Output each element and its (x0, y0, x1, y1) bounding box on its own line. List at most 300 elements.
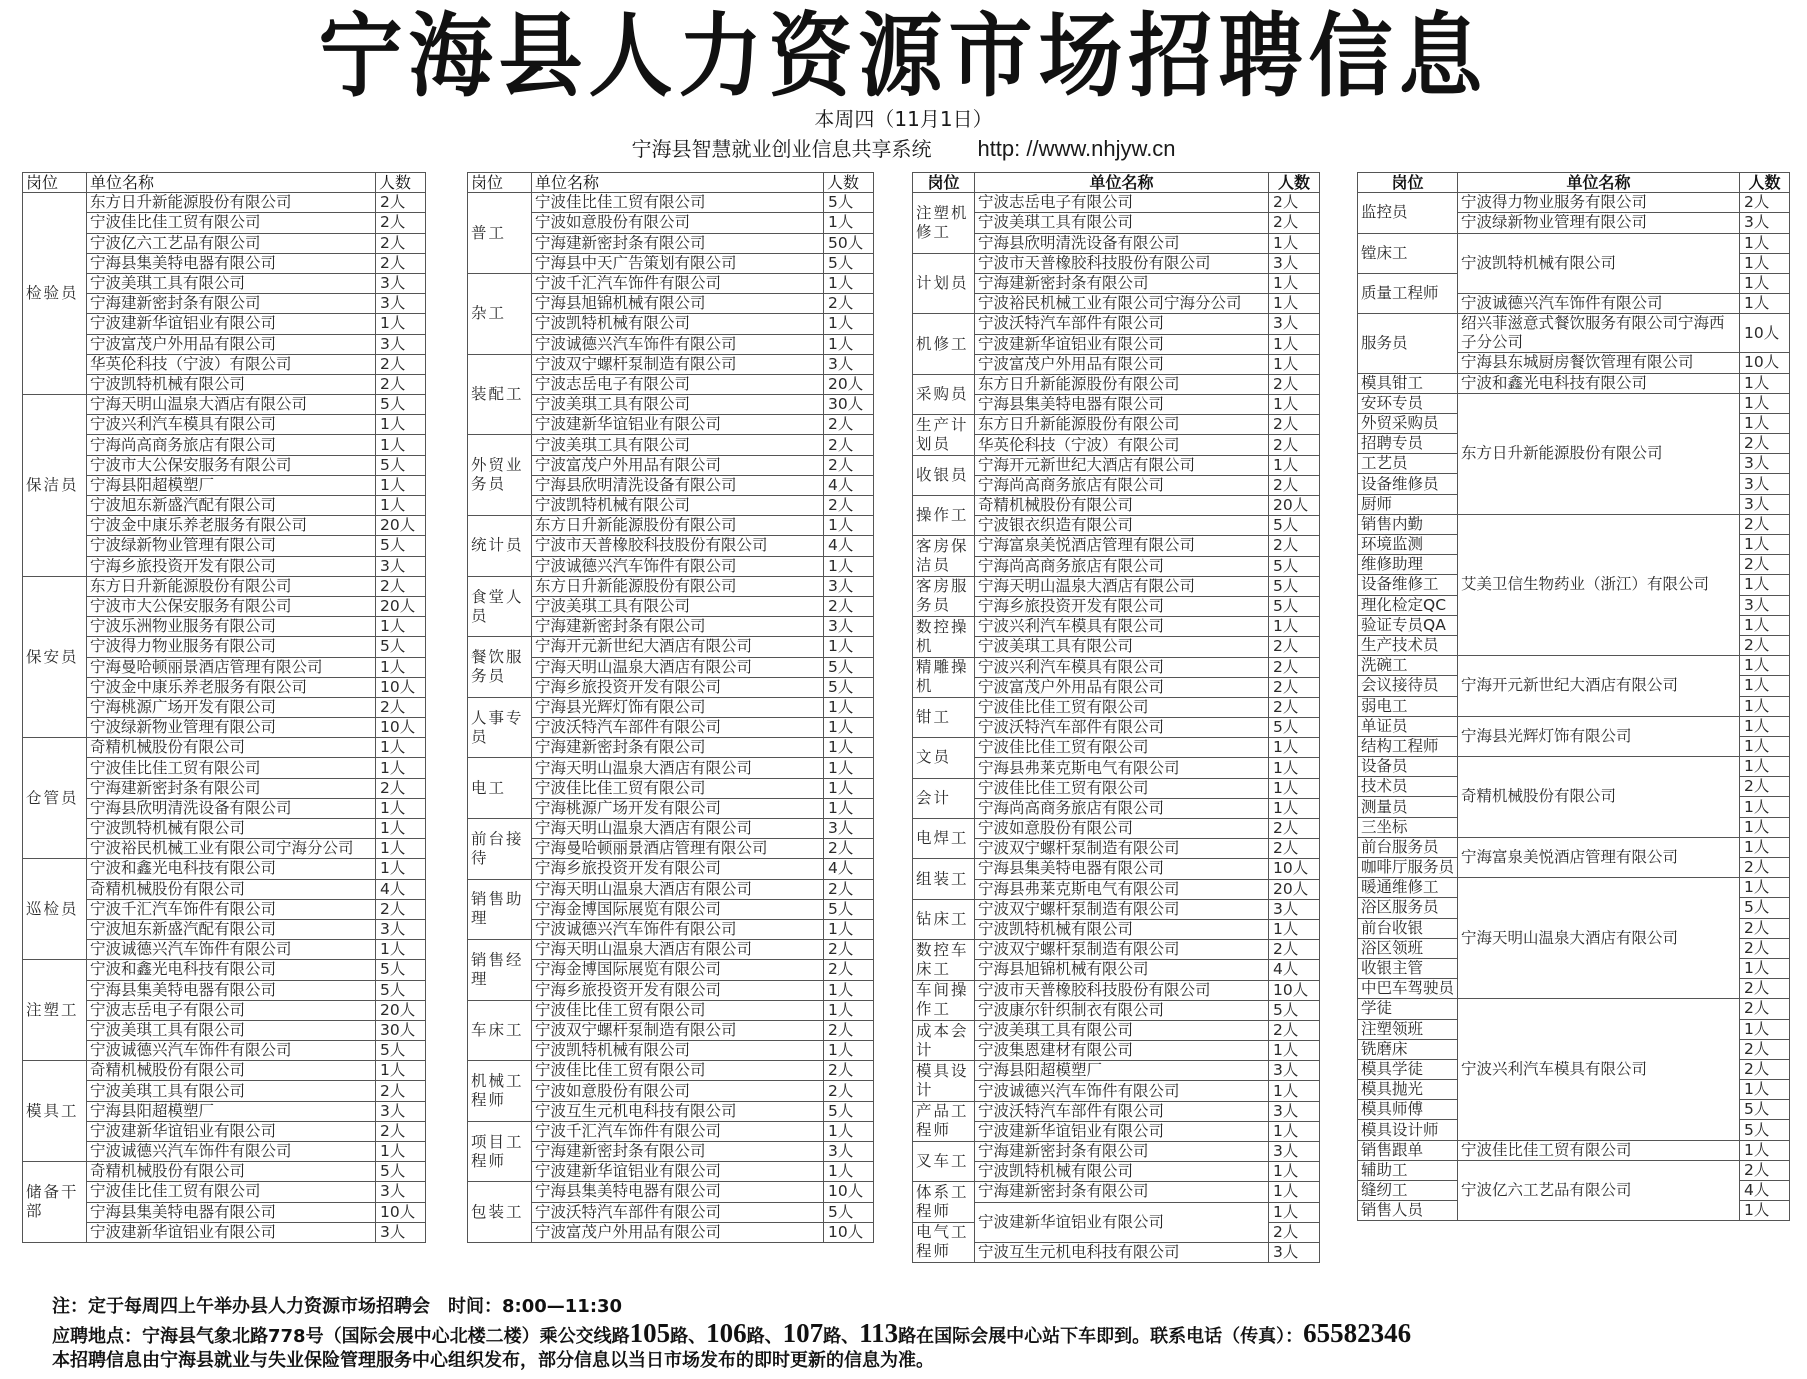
company-cell: 宁波沃特汽车部件有限公司 (975, 314, 1269, 334)
company-cell: 宁海建新密封条有限公司 (532, 233, 824, 253)
company-cell: 绍兴菲滋意式餐饮服务有限公司宁海西子分公司 (1458, 314, 1740, 353)
table-row (913, 637, 1320, 657)
company-cell: 宁海建新密封条有限公司 (975, 1182, 1269, 1202)
company-cell: 宁波兴利汽车模具有限公司 (975, 657, 1269, 677)
count-cell: 3人 (1740, 474, 1790, 494)
company-cell: 宁波建新华谊铝业有限公司 (87, 314, 376, 334)
count-cell: 5人 (376, 980, 426, 1000)
table-row (468, 697, 874, 717)
page-title: 宁海县人力资源市场招聘信息 (318, 3, 1489, 109)
company-cell: 宁波裕民机械工业有限公司宁海分公司 (975, 294, 1269, 314)
table-row (913, 1182, 1320, 1202)
count-cell: 2人 (376, 576, 426, 596)
count-cell: 2人 (824, 1061, 874, 1081)
table-row (913, 294, 1320, 314)
table-row (913, 1142, 1320, 1162)
count-cell: 1人 (1740, 413, 1790, 433)
position-cell: 铣磨床 (1358, 1039, 1458, 1059)
company-cell: 宁波双宁螺杆泵制造有限公司 (975, 839, 1269, 859)
company-cell: 宁波凯特机械有限公司 (975, 919, 1269, 939)
position-cell: 模具钳工 (1358, 373, 1458, 393)
count-cell: 5人 (1740, 1120, 1790, 1140)
count-cell: 2人 (1269, 193, 1320, 213)
bus-route-1: 105 (629, 1318, 671, 1348)
company-cell: 奇精机械股份有限公司 (975, 496, 1269, 516)
table-row (468, 435, 874, 455)
company-cell: 艾美卫信生物药业（浙江）有限公司 (1458, 514, 1740, 655)
count-cell: 2人 (1269, 637, 1320, 657)
company-cell: 宁海建新密封条有限公司 (87, 778, 376, 798)
table-row (1358, 233, 1790, 253)
table-row (913, 879, 1320, 899)
position-cell: 数控操机 (913, 617, 975, 657)
count-cell: 3人 (1740, 213, 1790, 233)
position-cell: 外贸采购员 (1358, 413, 1458, 433)
count-cell: 1人 (1269, 334, 1320, 354)
count-cell: 10人 (1269, 980, 1320, 1000)
table-row (23, 193, 426, 213)
company-cell: 东方日升新能源股份有限公司 (87, 576, 376, 596)
table-row (913, 1101, 1320, 1121)
position-cell: 项目工程师 (468, 1121, 532, 1182)
count-cell: 2人 (1269, 839, 1320, 859)
header-company: 单位名称 (87, 173, 376, 193)
count-cell: 30人 (376, 1020, 426, 1040)
position-cell: 电气工程师 (913, 1222, 975, 1262)
count-cell: 2人 (824, 496, 874, 516)
count-cell: 3人 (1269, 1242, 1320, 1262)
count-cell: 1人 (1740, 757, 1790, 777)
route-sep: 、 (688, 1326, 707, 1347)
count-cell: 3人 (1269, 1101, 1320, 1121)
count-cell: 2人 (1740, 635, 1790, 655)
count-cell: 1人 (1269, 1041, 1320, 1061)
position-cell: 招聘专员 (1358, 434, 1458, 454)
count-cell: 1人 (376, 1142, 426, 1162)
count-cell: 1人 (1269, 617, 1320, 637)
table-row (913, 536, 1320, 556)
company-cell: 宁海县阳超模塑厂 (87, 1101, 376, 1121)
company-cell: 宁波佳比佳工贸有限公司 (87, 1182, 376, 1202)
route-suffix: 路 (898, 1326, 917, 1347)
company-cell: 宁海建新密封条有限公司 (975, 273, 1269, 293)
count-cell: 2人 (376, 193, 426, 213)
table-header-row (468, 173, 874, 193)
company-cell: 宁波乐洲物业服务有限公司 (87, 617, 376, 637)
company-cell: 宁波美琪工具有限公司 (87, 1020, 376, 1040)
count-cell: 2人 (1269, 536, 1320, 556)
company-cell: 宁波绿新物业管理有限公司 (87, 718, 376, 738)
count-cell: 2人 (1740, 938, 1790, 958)
table-header-row (913, 173, 1320, 193)
position-cell: 车间操作工 (913, 980, 975, 1020)
count-cell: 1人 (824, 1121, 874, 1141)
table-row (1358, 757, 1790, 777)
company-cell: 宁波佳比佳工贸有限公司 (532, 1000, 824, 1020)
count-cell: 1人 (1740, 958, 1790, 978)
count-cell: 4人 (1269, 960, 1320, 980)
job-table-col3 (912, 172, 1320, 1263)
count-cell: 2人 (1269, 697, 1320, 717)
count-cell: 2人 (376, 233, 426, 253)
position-cell: 浴区领班 (1358, 938, 1458, 958)
count-cell: 1人 (824, 778, 874, 798)
count-cell: 20人 (376, 516, 426, 536)
count-cell: 1人 (1269, 273, 1320, 293)
table-row (913, 1061, 1320, 1081)
company-cell: 宁波美琪工具有限公司 (975, 637, 1269, 657)
table-row (913, 596, 1320, 616)
count-cell: 1人 (1269, 778, 1320, 798)
table-row (468, 1061, 874, 1081)
company-cell: 宁波康尔针织制衣有限公司 (975, 1000, 1269, 1020)
count-cell: 2人 (376, 253, 426, 273)
position-cell: 收银员 (913, 455, 975, 495)
company-cell: 宁海县欣明清洗设备有限公司 (532, 475, 824, 495)
table-body (1358, 193, 1790, 1221)
position-cell: 收银主管 (1358, 958, 1458, 978)
count-cell: 3人 (824, 819, 874, 839)
table-row (913, 899, 1320, 919)
table-row (23, 960, 426, 980)
company-cell: 宁海县欣明清洗设备有限公司 (87, 798, 376, 818)
company-cell: 东方日升新能源股份有限公司 (532, 516, 824, 536)
table-row (468, 940, 874, 960)
company-cell: 宁波亿六工艺品有限公司 (1458, 1160, 1740, 1221)
count-cell: 2人 (824, 960, 874, 980)
footer-note-schedule: 注：定于每周四上午举办县人力资源市场招聘会 时间：8:00—11:30 (52, 1296, 623, 1317)
position-cell: 维修助理 (1358, 555, 1458, 575)
route-suffix: 路 (823, 1326, 842, 1347)
count-cell: 2人 (1269, 819, 1320, 839)
count-cell: 5人 (376, 960, 426, 980)
company-cell: 宁波千汇汽车饰件有限公司 (87, 899, 376, 919)
company-cell: 宁波佳比佳工贸有限公司 (975, 778, 1269, 798)
table-row (913, 374, 1320, 394)
company-cell: 宁波市天普橡胶科技股份有限公司 (975, 253, 1269, 273)
company-cell: 宁波市大公保安服务有限公司 (87, 455, 376, 475)
count-cell: 5人 (376, 455, 426, 475)
count-cell: 50人 (824, 233, 874, 253)
count-cell: 1人 (1740, 294, 1790, 314)
count-cell: 1人 (824, 738, 874, 758)
route-sep: 、 (841, 1326, 860, 1347)
count-cell: 3人 (1269, 899, 1320, 919)
table-row (913, 1202, 1320, 1222)
company-cell: 宁波金中康乐养老服务有限公司 (87, 516, 376, 536)
position-cell: 前台接待 (468, 819, 532, 880)
position-cell: 注塑工 (23, 960, 87, 1061)
count-cell: 1人 (376, 738, 426, 758)
company-cell: 宁海乡旅投资开发有限公司 (532, 859, 824, 879)
position-cell: 洗碗工 (1358, 656, 1458, 676)
table-row (913, 273, 1320, 293)
position-cell: 模具师傅 (1358, 1100, 1458, 1120)
count-cell: 2人 (1740, 777, 1790, 797)
count-cell: 1人 (376, 617, 426, 637)
table-row (913, 980, 1320, 1000)
table-row (23, 395, 426, 415)
table-row (23, 738, 426, 758)
count-cell: 2人 (1269, 435, 1320, 455)
count-cell: 1人 (376, 657, 426, 677)
count-cell: 5人 (824, 253, 874, 273)
company-cell: 宁波富茂户外用品有限公司 (87, 334, 376, 354)
position-cell: 学徒 (1358, 999, 1458, 1019)
count-cell: 3人 (376, 1101, 426, 1121)
table-row (468, 273, 874, 293)
position-cell: 文员 (913, 738, 975, 778)
count-cell: 3人 (1269, 314, 1320, 334)
header-count: 人数 (1740, 173, 1790, 193)
table-row (913, 798, 1320, 818)
count-cell: 2人 (824, 1081, 874, 1101)
company-cell: 奇精机械股份有限公司 (87, 1061, 376, 1081)
count-cell: 10人 (1740, 314, 1790, 353)
header-company: 单位名称 (1458, 173, 1740, 193)
position-cell: 组装工 (913, 859, 975, 899)
count-cell: 1人 (824, 798, 874, 818)
table-row (468, 576, 874, 596)
count-cell: 4人 (824, 475, 874, 495)
company-cell: 宁海县光辉灯饰有限公司 (1458, 716, 1740, 756)
company-cell: 宁海曼哈顿丽景酒店管理有限公司 (532, 839, 824, 859)
position-cell: 保洁员 (23, 395, 87, 577)
company-cell: 宁海金博国际展览有限公司 (532, 899, 824, 919)
count-cell: 10人 (824, 1222, 874, 1242)
position-cell: 计划员 (913, 253, 975, 314)
count-cell: 2人 (824, 940, 874, 960)
position-cell: 技术员 (1358, 777, 1458, 797)
company-cell: 宁波和鑫光电科技有限公司 (87, 859, 376, 879)
header-company: 单位名称 (532, 173, 824, 193)
count-cell: 2人 (824, 415, 874, 435)
count-cell: 2人 (1740, 514, 1790, 534)
table-row (913, 354, 1320, 374)
table-row (468, 1121, 874, 1141)
position-cell: 包装工 (468, 1182, 532, 1243)
company-cell: 宁海开元新世纪大酒店有限公司 (975, 455, 1269, 475)
count-cell: 1人 (1269, 1202, 1320, 1222)
table-row (913, 1041, 1320, 1061)
table-row (913, 576, 1320, 596)
date-line: 本周四（11月1日） (814, 107, 993, 131)
position-cell: 叉车工 (913, 1142, 975, 1182)
count-cell: 1人 (376, 758, 426, 778)
position-cell: 客房服务员 (913, 576, 975, 616)
job-table-col1 (22, 172, 426, 1243)
count-cell: 1人 (824, 697, 874, 717)
company-cell: 宁海建新密封条有限公司 (975, 1142, 1269, 1162)
company-cell: 宁波凯特机械有限公司 (87, 819, 376, 839)
count-cell: 3人 (1740, 494, 1790, 514)
job-table (22, 172, 426, 1243)
count-cell: 10人 (376, 718, 426, 738)
position-cell: 车床工 (468, 1000, 532, 1061)
company-cell: 宁波建新华谊铝业有限公司 (532, 415, 824, 435)
count-cell: 1人 (824, 919, 874, 939)
position-cell: 验证专员QA (1358, 615, 1458, 635)
company-cell: 宁波诚德兴汽车饰件有限公司 (975, 1081, 1269, 1101)
table-row (913, 1121, 1320, 1141)
company-cell: 宁波佳比佳工贸有限公司 (532, 193, 824, 213)
company-cell: 宁海县集美特电器有限公司 (532, 1182, 824, 1202)
company-cell: 东方日升新能源股份有限公司 (87, 193, 376, 213)
company-cell: 宁波如意股份有限公司 (975, 819, 1269, 839)
table-row (913, 516, 1320, 536)
company-cell: 宁海天明山温泉大酒店有限公司 (532, 940, 824, 960)
position-cell: 统计员 (468, 516, 532, 577)
company-cell: 宁波佳比佳工贸有限公司 (532, 1061, 824, 1081)
count-cell: 5人 (1269, 718, 1320, 738)
position-cell: 中巴车驾驶员 (1358, 979, 1458, 999)
count-cell: 5人 (376, 637, 426, 657)
company-cell: 宁海县弗莱克斯电气有限公司 (975, 758, 1269, 778)
count-cell: 1人 (1740, 797, 1790, 817)
count-cell: 3人 (824, 1142, 874, 1162)
company-cell: 宁波诚德兴汽车饰件有限公司 (87, 1041, 376, 1061)
table-row (913, 395, 1320, 415)
table-row (1358, 656, 1790, 676)
table-row (913, 475, 1320, 495)
table-row (913, 556, 1320, 576)
count-cell: 1人 (1740, 535, 1790, 555)
company-cell: 宁波千汇汽车饰件有限公司 (532, 273, 824, 293)
company-cell: 宁海县欣明清洗设备有限公司 (975, 233, 1269, 253)
count-cell: 5人 (376, 1162, 426, 1182)
count-cell: 1人 (1269, 354, 1320, 374)
company-cell: 宁海县旭锦机械有限公司 (975, 960, 1269, 980)
company-cell: 宁波美琪工具有限公司 (532, 435, 824, 455)
position-cell: 机修工 (913, 314, 975, 375)
table-row (913, 940, 1320, 960)
count-cell: 2人 (376, 213, 426, 233)
company-cell: 华英伦科技（宁波）有限公司 (87, 354, 376, 374)
position-cell: 三坐标 (1358, 817, 1458, 837)
count-cell: 2人 (824, 596, 874, 616)
company-cell: 宁波互生元机电科技有限公司 (532, 1101, 824, 1121)
bus-route-3: 107 (782, 1318, 824, 1348)
count-cell: 1人 (824, 1162, 874, 1182)
job-table-col4 (1357, 172, 1790, 1221)
count-cell: 1人 (376, 415, 426, 435)
position-cell: 会议接待员 (1358, 676, 1458, 696)
company-cell: 宁波亿六工艺品有限公司 (87, 233, 376, 253)
table-row (913, 697, 1320, 717)
count-cell: 4人 (1740, 1181, 1790, 1201)
count-cell: 1人 (1740, 736, 1790, 756)
company-cell: 宁波凯特机械有限公司 (532, 314, 824, 334)
website-link[interactable]: http: //www.nhjyw.cn (977, 136, 1176, 161)
count-cell: 2人 (1269, 657, 1320, 677)
position-cell: 设备维修员 (1358, 474, 1458, 494)
company-cell: 宁波佳比佳工贸有限公司 (87, 213, 376, 233)
company-cell: 奇精机械股份有限公司 (1458, 757, 1740, 838)
count-cell: 5人 (1740, 898, 1790, 918)
count-cell: 3人 (376, 1182, 426, 1202)
company-cell: 宁波建新华谊铝业有限公司 (975, 334, 1269, 354)
count-cell: 1人 (1269, 1121, 1320, 1141)
count-cell: 2人 (824, 294, 874, 314)
count-cell: 2人 (376, 697, 426, 717)
count-cell: 2人 (1269, 1020, 1320, 1040)
company-cell: 宁海乡旅投资开发有限公司 (532, 980, 824, 1000)
company-cell: 宁海开元新世纪大酒店有限公司 (532, 637, 824, 657)
position-cell: 镗床工 (1358, 233, 1458, 273)
count-cell: 1人 (1740, 1019, 1790, 1039)
company-cell: 宁波兴利汽车模具有限公司 (87, 415, 376, 435)
position-cell: 模具学徒 (1358, 1059, 1458, 1079)
table-row (913, 677, 1320, 697)
position-cell: 仓管员 (23, 738, 87, 859)
table-row (913, 334, 1320, 354)
company-cell: 宁波美琪工具有限公司 (975, 1020, 1269, 1040)
company-cell: 宁海县集美特电器有限公司 (975, 395, 1269, 415)
header-company: 单位名称 (975, 173, 1269, 193)
count-cell: 5人 (1269, 556, 1320, 576)
company-cell: 宁波双宁螺杆泵制造有限公司 (975, 899, 1269, 919)
company-cell: 宁波得力物业服务有限公司 (1458, 193, 1740, 213)
count-cell: 1人 (824, 758, 874, 778)
count-cell: 1人 (376, 496, 426, 516)
company-cell: 奇精机械股份有限公司 (87, 738, 376, 758)
count-cell: 1人 (1269, 798, 1320, 818)
count-cell: 2人 (1269, 475, 1320, 495)
system-line (0, 136, 1807, 162)
count-cell: 1人 (1740, 878, 1790, 898)
table-row (913, 859, 1320, 879)
position-cell: 咖啡厅服务员 (1358, 858, 1458, 878)
table-row (913, 1000, 1320, 1020)
company-cell: 宁波富茂户外用品有限公司 (532, 1222, 824, 1242)
company-cell: 宁海建新密封条有限公司 (532, 1142, 824, 1162)
position-cell: 钻床工 (913, 899, 975, 939)
company-cell: 宁波诚德兴汽车饰件有限公司 (532, 334, 824, 354)
position-cell: 普工 (468, 193, 532, 274)
table-row (23, 1162, 426, 1182)
table-row (913, 233, 1320, 253)
count-cell: 1人 (1269, 233, 1320, 253)
position-cell: 质量工程师 (1358, 273, 1458, 313)
count-cell: 5人 (824, 677, 874, 697)
count-cell: 5人 (1740, 1100, 1790, 1120)
count-cell: 2人 (1740, 1039, 1790, 1059)
table-row (1358, 1160, 1790, 1180)
position-cell: 理化检定QC (1358, 595, 1458, 615)
table-header-row (23, 173, 426, 193)
company-cell: 宁波建新华谊铝业有限公司 (87, 1222, 376, 1242)
company-cell: 宁波和鑫光电科技有限公司 (87, 960, 376, 980)
company-cell: 宁波如意股份有限公司 (532, 1081, 824, 1101)
position-cell: 精雕操机 (913, 657, 975, 697)
count-cell: 1人 (1740, 233, 1790, 253)
count-cell: 2人 (1269, 374, 1320, 394)
table-row (913, 193, 1320, 213)
position-cell: 监控员 (1358, 193, 1458, 233)
table-row (913, 617, 1320, 637)
count-cell: 2人 (376, 354, 426, 374)
company-cell: 宁波旭东新盛汽配有限公司 (87, 919, 376, 939)
count-cell: 1人 (824, 1000, 874, 1020)
company-cell: 宁海县集美特电器有限公司 (87, 1202, 376, 1222)
position-cell: 食堂人员 (468, 576, 532, 637)
count-cell: 3人 (1269, 253, 1320, 273)
count-cell: 1人 (824, 213, 874, 233)
count-cell: 3人 (376, 556, 426, 576)
table-header-row (1358, 173, 1790, 193)
count-cell: 2人 (1740, 918, 1790, 938)
footer-note-publisher: 本招聘信息由宁海县就业与失业保险管理服务中心组织发布，部分信息以当日市场发布的即时更新的信息为准。 (52, 1350, 934, 1371)
